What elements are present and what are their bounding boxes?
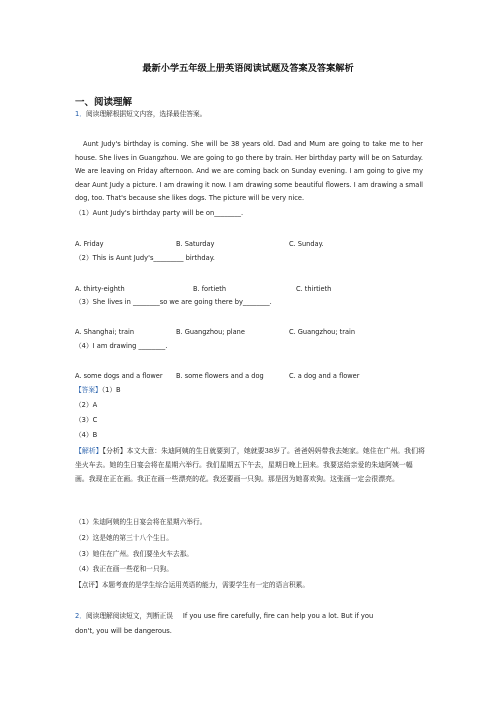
sub-question-1: （1）Aunt Judy's birthday party will be on________.: [75, 209, 244, 217]
question-1-number: 1．: [75, 110, 86, 118]
analysis-label: 【解析】: [75, 447, 103, 455]
question-2-number: 2．: [75, 612, 86, 620]
sub-question-2-option-c: C. thirtieth: [296, 285, 332, 293]
sub-question-1-option-b: B. Saturday: [176, 240, 215, 248]
answer-2: （2）A: [75, 401, 98, 409]
page-title: 最新小学五年级上册英语阅读试题及答案及答案解析: [142, 63, 354, 74]
question-2-instruction: 阅读理解阅读短文，判断正误: [85, 612, 173, 620]
sub-question-3-option-b: B. Guangzhou; plane: [176, 328, 245, 336]
sub-question-1-option-a: A. Friday: [75, 240, 104, 248]
sub-question-4: （4）I am drawing ________.: [75, 342, 168, 350]
answer-3: （3）C: [75, 416, 98, 424]
answer-line: [75, 385, 121, 396]
explanation-1: （1）朱迪阿姨的生日宴会将在星期六举行。: [75, 518, 207, 526]
explanation-3: （3）她住在广州。我们要坐火车去那。: [75, 550, 193, 558]
question-1-heading: [75, 109, 206, 120]
section-heading: 一、阅读理解: [75, 97, 133, 108]
answer-label: 【答案】: [75, 386, 102, 394]
sub-question-3: （3）She lives in ________so we are going there by________.: [75, 298, 272, 306]
question-1-passage: Aunt Judy's birthday is coming. She will be 38 years old. Dad and Mum are going to take me to her house. She lives in Guangzhou. We are going to go there by train. Her birthday party will be on Saturday. We are leaving on Friday afternoon. And we are coming back on Sunday evening. I am going to give my dear Aunt Judy a picture. I am drawing it now. I am drawing some beautiful flowers. I am drawing a small dog, too. That's because she likes dogs. The picture will be very nice.: [75, 140, 423, 203]
analysis-text: 【分析】本文大意：朱迪阿姨的生日就要到了，她就要38岁了。爸爸妈妈带我去她家。她住在广州。我们将坐火车去。她的生日宴会将在星期六举行。我们星期五下午去，星期日晚上回来。我要送给亲爱的朱迪阿姨一幅画。我现在正在画。我正在画一些漂亮的花。我还要画一只狗。那是因为她喜欢狗。这张画一定会很漂亮。: [75, 447, 425, 484]
explanation-2: （2）这是她的第三十八个生日。: [75, 534, 173, 542]
answer-1: （1）B: [101, 386, 121, 394]
sub-question-1-option-c: C. Sunday.: [289, 240, 324, 248]
sub-question-3-option-c: C. Guangzhou; train: [289, 328, 356, 336]
question-2-passage-start: If you use fire carefully, fire can help you a lot. But if you: [182, 612, 374, 620]
sub-question-4-option-a: A. some dogs and a flower: [75, 372, 163, 380]
explanation-4: （4）我正在画一些花和一只狗。: [75, 565, 173, 573]
question-2-passage-cont: don't, you will be dangerous.: [75, 627, 172, 635]
sub-question-4-option-b: B. some flowers and a dog: [176, 372, 264, 380]
question-1-instruction: 阅读理解根据短文内容，选择最佳答案。: [85, 110, 207, 118]
sub-question-2-option-a: A. thirty-eighth: [75, 285, 125, 293]
comment-line: 【点评】本题考查的是学生综合运用英语的能力，需要学生有一定的语言积累。: [75, 581, 310, 589]
sub-question-2: （2）This is Aunt Judy's_________ birthday.: [75, 254, 215, 262]
question-2-heading: [75, 611, 373, 622]
answer-4: （4）B: [75, 431, 98, 439]
sub-question-2-option-b: B. fortieth: [193, 285, 227, 293]
sub-question-4-option-c: C. a dog and a flower: [289, 372, 360, 380]
sub-question-3-option-a: A. Shanghai; train: [75, 328, 135, 336]
analysis-paragraph: [75, 444, 425, 487]
